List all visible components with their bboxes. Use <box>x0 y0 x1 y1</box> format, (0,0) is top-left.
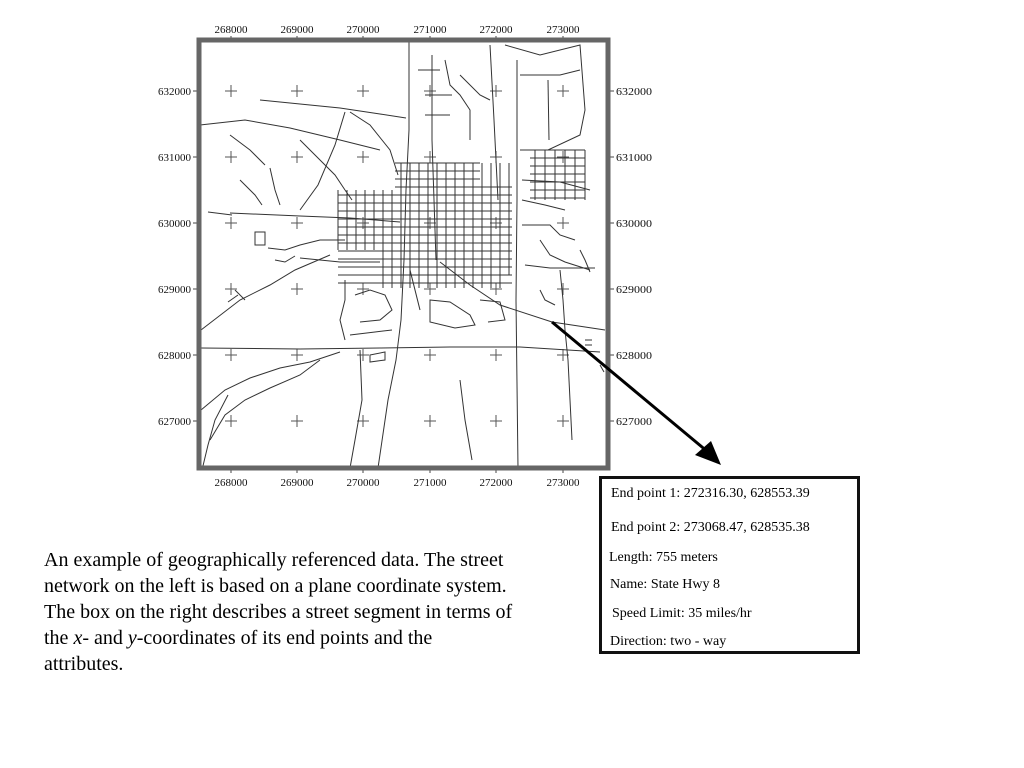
grid-cross <box>557 85 569 97</box>
street-segment <box>240 180 262 205</box>
street-segment <box>525 265 595 268</box>
x-tick-label-bottom: 269000 <box>280 477 314 489</box>
street-segment <box>540 290 555 305</box>
grid-cross <box>357 151 369 163</box>
grid-cross <box>225 415 237 427</box>
x-tick-label-bottom: 272000 <box>479 477 513 489</box>
caption-x-letter: x <box>73 627 83 649</box>
y-axis-left-labels <box>158 86 199 428</box>
pointer-arrow <box>552 322 721 465</box>
x-tick-label-top: 272000 <box>479 24 513 36</box>
map-frame <box>199 40 608 468</box>
street-segment <box>260 100 406 118</box>
caption-text-3: -coordinates of its end points and the attributes. <box>44 627 433 675</box>
street-segment <box>350 350 362 468</box>
caption-y-letter: y <box>127 627 137 649</box>
y-tick-label-right: 630000 <box>616 218 653 230</box>
y-tick-label-left: 631000 <box>158 152 191 164</box>
y-tick-label-left: 632000 <box>158 86 191 98</box>
end-point-1 <box>611 486 810 502</box>
end-point-1-label: End point 1: <box>611 486 681 501</box>
street-segment <box>522 225 575 240</box>
x-tick-label-top: 270000 <box>346 24 380 36</box>
street-network <box>200 40 605 470</box>
x-tick-label-bottom: 270000 <box>346 477 380 489</box>
y-tick-label-left: 629000 <box>158 284 191 296</box>
grid-cross <box>225 283 237 295</box>
street-segment <box>210 360 320 440</box>
x-tick-label-bottom: 271000 <box>413 477 447 489</box>
street-segment <box>230 135 265 165</box>
y-tick-label-right: 632000 <box>616 86 653 98</box>
caption-text-1: An example of geographically referenced data. The street network on the left is based on a plane coordinate system. The box on the right describes a street segment in terms of the <box>44 549 513 649</box>
grid-cross <box>357 349 369 361</box>
x-tick-label-top: 271000 <box>413 24 447 36</box>
y-tick-label-right: 629000 <box>616 284 653 296</box>
y-tick-label-left: 628000 <box>158 350 191 362</box>
grid-cross <box>225 349 237 361</box>
street-segment <box>370 352 385 362</box>
street-segment <box>460 380 472 460</box>
street-segment <box>355 290 392 322</box>
segment-name: Name: State Hwy 8 <box>610 577 721 592</box>
street-segment <box>208 212 232 215</box>
street-segment <box>440 262 605 330</box>
street-segment <box>480 300 505 322</box>
y-tick-label-right: 627000 <box>616 416 653 428</box>
street-segment <box>300 140 352 200</box>
grid-cross <box>291 151 303 163</box>
street-segment <box>445 60 470 140</box>
grid-cross <box>424 349 436 361</box>
grid-cross <box>557 283 569 295</box>
segment-attribute-box <box>599 476 860 654</box>
street-segment <box>255 232 265 245</box>
grid-cross <box>291 217 303 229</box>
y-tick-label-left: 627000 <box>158 416 191 428</box>
y-axis-right-labels <box>608 86 653 428</box>
x-tick-label-top: 269000 <box>280 24 314 36</box>
grid-cross <box>357 85 369 97</box>
y-tick-label-right: 631000 <box>616 152 653 164</box>
grid-cross <box>291 349 303 361</box>
y-tick-label-right: 628000 <box>616 350 653 362</box>
street-segment <box>201 255 330 330</box>
street-segment <box>350 112 398 175</box>
street-segment <box>585 340 592 345</box>
grid-cross <box>557 415 569 427</box>
street-segment <box>350 330 392 335</box>
x-tick-label-bottom: 273000 <box>546 477 580 489</box>
street-segment <box>268 240 345 250</box>
grid-cross <box>424 283 436 295</box>
x-axis-bottom-labels <box>215 468 581 489</box>
grid-cross <box>225 151 237 163</box>
street-segment <box>430 300 475 328</box>
end-point-2-label: End point 2: <box>611 520 681 535</box>
x-tick-label-bottom: 268000 <box>214 477 248 489</box>
y-tick-label-left: 630000 <box>158 218 191 230</box>
grid-cross <box>557 151 569 163</box>
street-segment <box>201 347 600 352</box>
x-tick-label-top: 273000 <box>546 24 580 36</box>
street-segment <box>270 168 280 205</box>
caption-text-2: - and <box>82 627 128 649</box>
street-segment <box>418 70 452 115</box>
grid-cross <box>490 349 502 361</box>
street-segment <box>516 60 518 468</box>
grid-cross <box>291 283 303 295</box>
end-point-2 <box>611 520 810 536</box>
end-point-2-value: 273068.47, 628535.38 <box>683 520 810 535</box>
street-segment <box>548 80 549 140</box>
street-segment <box>460 75 490 100</box>
segment-direction: Direction: two - way <box>610 634 727 649</box>
segment-length: Length: 755 meters <box>609 550 718 565</box>
grid-cross <box>225 217 237 229</box>
grid-cross <box>291 85 303 97</box>
grid-cross <box>424 151 436 163</box>
grid-cross <box>357 283 369 295</box>
street-segment <box>520 70 580 75</box>
grid-cross <box>557 217 569 229</box>
street-segment <box>200 120 380 150</box>
grid-cross <box>490 415 502 427</box>
grid-cross <box>291 415 303 427</box>
end-point-1-value: 272316.30, 628553.39 <box>683 486 810 501</box>
grid-cross <box>225 85 237 97</box>
segment-speed-limit: Speed Limit: 35 miles/hr <box>612 606 752 621</box>
x-tick-label-top: 268000 <box>214 24 248 36</box>
figure-caption <box>44 547 514 677</box>
street-segment <box>522 200 565 210</box>
street-segment <box>275 256 295 262</box>
grid-cross <box>424 415 436 427</box>
pointer-arrow-line <box>552 322 708 452</box>
street-segment <box>340 280 345 340</box>
